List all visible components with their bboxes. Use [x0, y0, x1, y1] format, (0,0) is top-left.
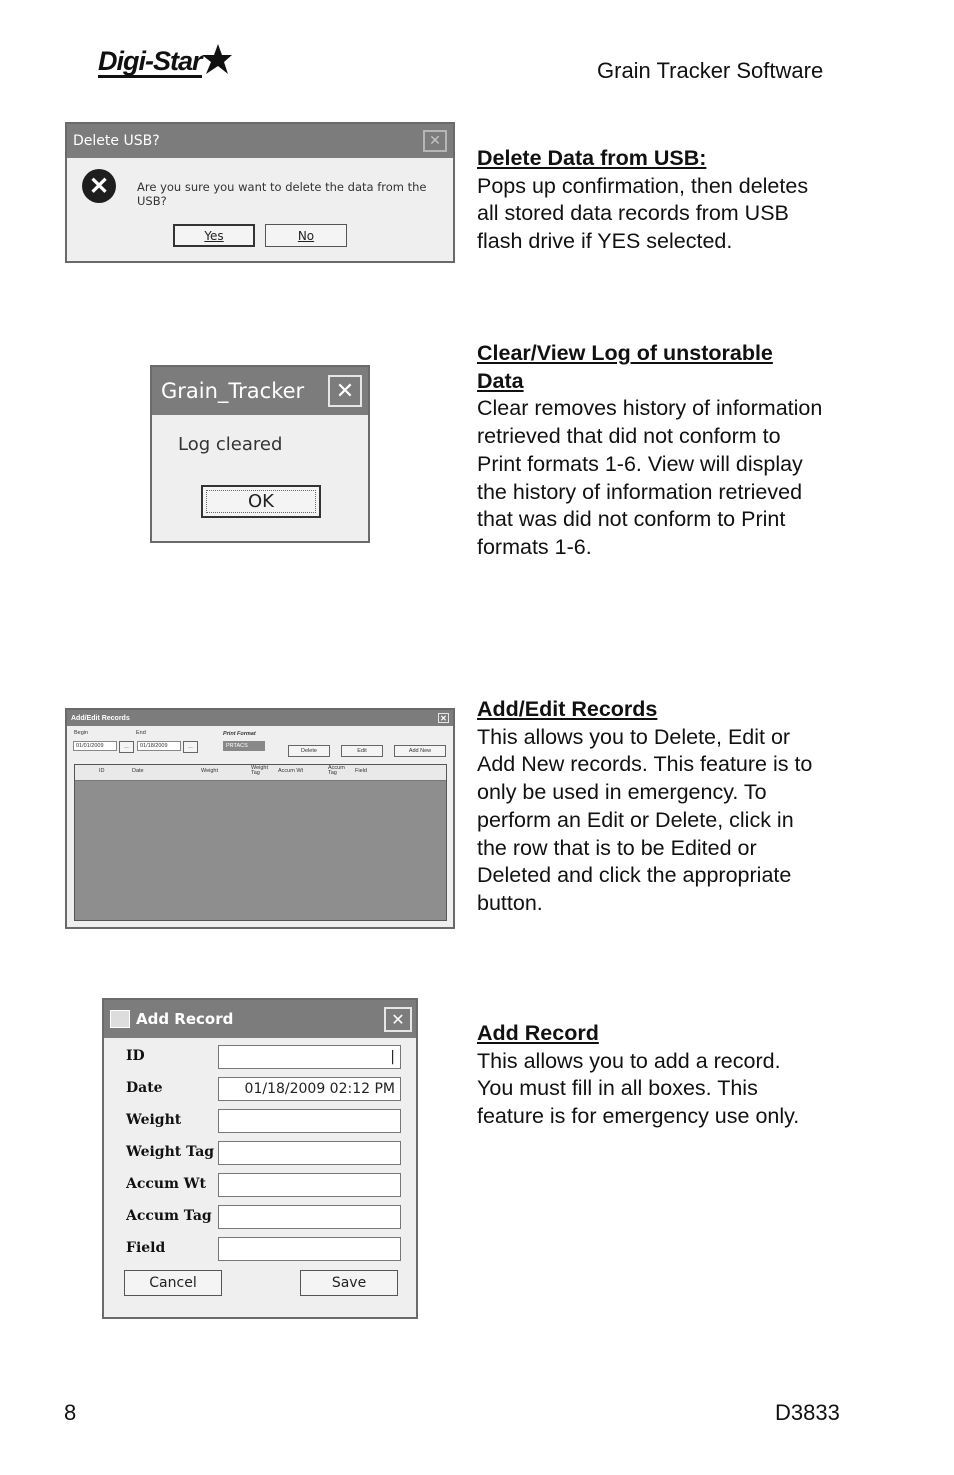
end-label: End	[136, 730, 146, 736]
accum-wt-input[interactable]	[218, 1173, 401, 1197]
addedit-title: Add/Edit Records	[71, 714, 130, 722]
log-title: Grain_Tracker	[161, 379, 305, 403]
grid-header	[75, 765, 446, 781]
section-heading: Delete Data from USB:	[477, 146, 707, 170]
addedit-titlebar	[67, 710, 453, 726]
save-button[interactable]: Save	[300, 1270, 398, 1296]
delete-usb-titlebar	[67, 124, 453, 158]
field-input[interactable]	[218, 1237, 401, 1261]
close-icon[interactable]: ✕	[438, 713, 449, 723]
column-date: Date	[132, 768, 144, 774]
close-icon[interactable]: ✕	[423, 130, 447, 152]
section-delete-usb	[477, 145, 877, 256]
section-clear-view-log	[477, 340, 877, 562]
id-label: ID	[126, 1048, 145, 1064]
ok-button[interactable]: OK	[201, 485, 321, 518]
log-titlebar	[152, 367, 368, 415]
accum-wt-label: Accum Wt	[126, 1176, 206, 1192]
print-format-label: Print Format	[223, 731, 256, 737]
column-weight-tag: Weight Tag	[251, 765, 269, 776]
column-weight: Weight	[201, 768, 219, 774]
star-icon	[198, 44, 232, 76]
close-icon[interactable]: ✕	[384, 1007, 412, 1032]
log-cleared-dialog	[150, 365, 370, 543]
end-date-picker-button[interactable]: ...	[183, 741, 198, 753]
column-field: Field	[355, 768, 367, 774]
addrecord-titlebar	[104, 1000, 416, 1038]
column-accum-wt: Accum Wt	[278, 768, 304, 774]
header-title: Grain Tracker Software	[597, 58, 824, 83]
section-heading-line2: Data	[477, 368, 524, 393]
log-message: Log cleared	[178, 434, 283, 455]
print-format-select[interactable]: PRTACS	[223, 741, 265, 751]
digi-star-logo	[98, 44, 232, 78]
error-icon: ✕	[82, 169, 116, 203]
weight-tag-input[interactable]	[218, 1141, 401, 1165]
date-label: Date	[126, 1080, 163, 1096]
field-label: Field	[126, 1240, 166, 1256]
column-id: ID	[99, 768, 105, 774]
section-body: This allows you to add a record. You must fill in all boxes. This feature is for emergency use only.	[477, 1048, 800, 1129]
weight-tag-label: Weight Tag	[126, 1144, 215, 1160]
cancel-button[interactable]: Cancel	[124, 1270, 222, 1296]
weight-label: Weight	[126, 1112, 182, 1128]
yes-label: Yes	[204, 228, 224, 243]
section-body: This allows you to Delete, Edit or Add New records. This feature is to only be used in emergency. To perform an Edit or Delete, click in the row that is to be Edited or Deleted and click the appropriate button.	[477, 724, 813, 915]
section-heading-line1: Clear/View Log of unstorable	[477, 341, 773, 365]
delete-usb-message: Are you sure you want to delete the data from the USB?	[137, 180, 427, 208]
no-label: No	[297, 228, 315, 243]
close-icon[interactable]: ✕	[328, 375, 362, 407]
begin-label: Begin	[74, 730, 89, 736]
weight-input[interactable]	[218, 1109, 401, 1133]
add-new-button[interactable]: Add New	[394, 745, 446, 757]
section-heading: Add/Edit Records	[477, 697, 658, 721]
logo-text: Digi-Star	[98, 46, 202, 76]
delete-usb-title: Delete USB?	[73, 133, 160, 149]
section-body: Clear removes history of information retrieved that did not conform to Print formats 1-6. View will display the history of information retrieved that was did not conform to Print formats 1-6.	[477, 396, 823, 559]
accum-tag-label: Accum Tag	[126, 1208, 212, 1224]
add-record-dialog	[102, 998, 418, 1319]
begin-date-picker-button[interactable]: ...	[119, 741, 134, 753]
delete-button[interactable]: Delete	[288, 745, 330, 757]
yes-button[interactable]	[173, 224, 255, 247]
edit-button[interactable]: Edit	[341, 745, 383, 757]
section-body: Pops up confirmation, then deletes all stored data records from USB flash drive if YES selected.	[477, 173, 809, 254]
add-edit-records-window	[65, 708, 455, 929]
column-accum-tag: Accum Tag	[328, 765, 345, 776]
no-button[interactable]	[265, 224, 347, 247]
id-input[interactable]: |	[218, 1045, 401, 1069]
begin-date-input[interactable]: 01/01/2009	[73, 741, 117, 751]
section-heading: Add Record	[477, 1021, 599, 1045]
date-input[interactable]: 01/18/2009 02:12 PM	[218, 1077, 401, 1101]
document-id: D3833	[775, 1400, 840, 1425]
end-date-input[interactable]: 01/18/2009	[137, 741, 181, 751]
delete-usb-dialog	[65, 122, 455, 263]
page-number: 8	[64, 1400, 77, 1425]
records-grid[interactable]	[74, 764, 447, 921]
section-add-record	[477, 1020, 877, 1131]
accum-tag-input[interactable]	[218, 1205, 401, 1229]
app-icon	[110, 1010, 130, 1028]
addrecord-title: Add Record	[136, 1009, 234, 1028]
section-add-edit-records	[477, 696, 877, 918]
